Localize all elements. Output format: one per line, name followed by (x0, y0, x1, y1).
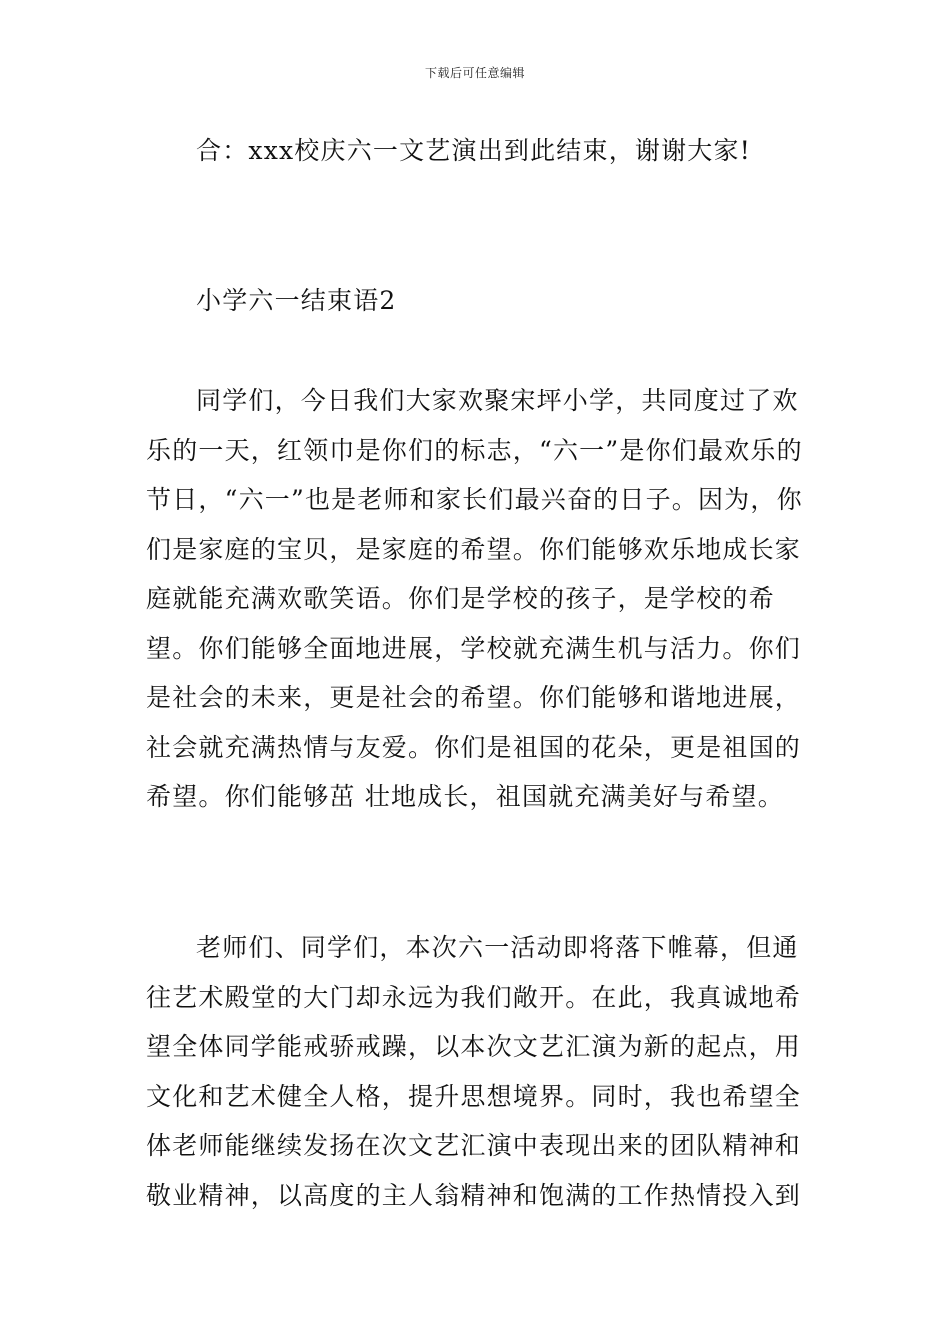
closing-line: 合：xxx校庆六一文艺演出到此结束，谢谢大家! (196, 136, 751, 165)
download-note: 下载后可任意编辑 (424, 66, 525, 80)
body-paragraph: 同学们，今日我们大家欢聚宋坪小学，共同度过了欢乐的一天，红领巾是你们的标志，“六一”是你们最欢乐的节日，“六一”也是老师和家长们最兴奋的日子。因为，你们是家庭的宝贝，是家庭的希望。你们能够欢乐地成长家庭就能充满欢歌笑语。你们是学校的孩子，是学校的希望。你们能够全面地进展，学校就充满生机与活力。你们是社会的未来，更是社会的希望。你们能够和谐地进展，社会就充满热情与友爱。你们是祖国的花朵，更是祖国的希望。你们能够茁 壮地成长，祖国就充满美好与希望。 (146, 386, 803, 811)
section-title: 小学六一结束语2 (196, 286, 397, 315)
body-paragraph: 老师们、同学们，本次六一活动即将落下帷幕，但通往艺术殿堂的大门却永远为我们敞开。在此，我真诚地希望全体同学能戒骄戒躁，以本次文艺汇演为新的起点，用文化和艺术健全人格，提升思想境界。同时，我也希望全体老师能继续发扬在次文艺汇演中表现出来的团队精神和敬业精神，以高度的主人翁精神和饱满的工作热情投入到 (146, 933, 802, 1210)
